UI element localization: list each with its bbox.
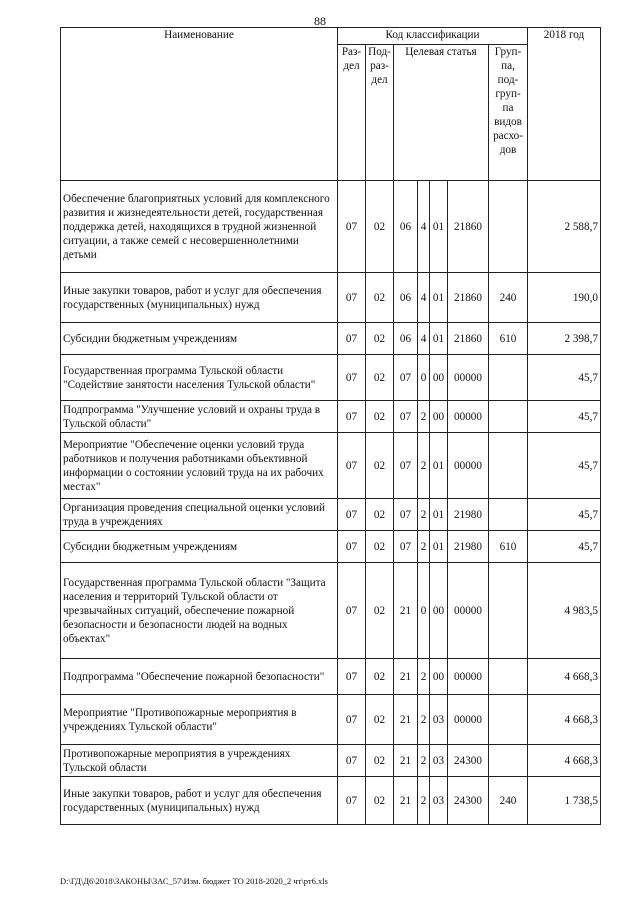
cell-razdel: 07 [338, 563, 366, 659]
cell-target-direction: 00000 [448, 401, 489, 433]
cell-podrazdel: 02 [366, 181, 394, 273]
row-name: Подпрограмма "Улучшение условий и охраны труда в Тульской области" [61, 401, 338, 433]
cell-target-direction: 00000 [448, 355, 489, 401]
cell-amount-2018: 45,7 [528, 433, 601, 499]
header-podrazdel: Под- раз- дел [366, 45, 394, 181]
table-row [61, 659, 601, 695]
table-row [61, 745, 601, 777]
cell-amount-2018: 45,7 [528, 401, 601, 433]
cell-target-subprogram: 0 [418, 563, 430, 659]
cell-expense-group: 240 [489, 273, 528, 323]
cell-target-subprogram: 2 [418, 777, 430, 825]
cell-target-direction: 21980 [448, 531, 489, 563]
cell-target-event: 01 [430, 433, 448, 499]
cell-razdel: 07 [338, 499, 366, 531]
cell-target-subprogram: 2 [418, 695, 430, 745]
cell-target-event: 01 [430, 531, 448, 563]
cell-podrazdel: 02 [366, 433, 394, 499]
cell-razdel: 07 [338, 401, 366, 433]
cell-target-event: 00 [430, 659, 448, 695]
cell-target-subprogram: 4 [418, 181, 430, 273]
cell-podrazdel: 02 [366, 499, 394, 531]
cell-target-direction: 21860 [448, 323, 489, 355]
cell-target-event: 01 [430, 499, 448, 531]
cell-podrazdel: 02 [366, 323, 394, 355]
cell-target-subprogram: 2 [418, 433, 430, 499]
cell-target-subprogram: 2 [418, 401, 430, 433]
row-name: Субсидии бюджетным учреждениям [61, 323, 338, 355]
cell-target-direction: 00000 [448, 433, 489, 499]
cell-target-direction: 24300 [448, 777, 489, 825]
cell-target-program: 07 [394, 531, 418, 563]
cell-expense-group [489, 695, 528, 745]
row-name: Иные закупки товаров, работ и услуг для обеспечения государственных (муниципальных) нужд [61, 273, 338, 323]
cell-expense-group [489, 499, 528, 531]
cell-razdel: 07 [338, 181, 366, 273]
cell-expense-group [489, 659, 528, 695]
cell-expense-group: 610 [489, 531, 528, 563]
cell-target-subprogram: 2 [418, 745, 430, 777]
cell-target-program: 21 [394, 563, 418, 659]
cell-target-direction: 00000 [448, 659, 489, 695]
cell-target-direction: 21860 [448, 273, 489, 323]
header-year: 2018 год [528, 28, 601, 181]
cell-target-subprogram: 2 [418, 531, 430, 563]
table-row [61, 499, 601, 531]
cell-target-direction: 24300 [448, 745, 489, 777]
cell-target-direction: 21860 [448, 181, 489, 273]
cell-expense-group: 240 [489, 777, 528, 825]
cell-target-event: 01 [430, 323, 448, 355]
row-name: Субсидии бюджетным учреждениям [61, 531, 338, 563]
cell-amount-2018: 4 668,3 [528, 659, 601, 695]
page-number: 88 [314, 14, 326, 28]
cell-target-program: 21 [394, 745, 418, 777]
cell-podrazdel: 02 [366, 273, 394, 323]
row-name: Иные закупки товаров, работ и услуг для обеспечения государственных (муниципальных) нужд [61, 777, 338, 825]
cell-target-event: 00 [430, 355, 448, 401]
cell-amount-2018: 1 738,5 [528, 777, 601, 825]
cell-expense-group [489, 563, 528, 659]
header-code: Код классификации [338, 28, 528, 45]
cell-target-event: 00 [430, 401, 448, 433]
row-name: Обеспечение благоприятных условий для комплексного развития и жизнедеятельности детей, государственная поддержка детей, находящихся в трудной жизненной ситуации, а также семей с несовершеннолетними детьми [61, 181, 338, 273]
cell-podrazdel: 02 [366, 563, 394, 659]
header-razdel: Раз- дел [338, 45, 366, 181]
cell-target-program: 07 [394, 401, 418, 433]
cell-target-event: 01 [430, 181, 448, 273]
row-name: Противопожарные мероприятия в учреждениях Тульской области [61, 745, 338, 777]
cell-amount-2018: 190,0 [528, 273, 601, 323]
table-body [61, 181, 601, 825]
cell-target-event: 00 [430, 563, 448, 659]
cell-razdel: 07 [338, 659, 366, 695]
cell-amount-2018: 4 983,5 [528, 563, 601, 659]
cell-target-subprogram: 2 [418, 659, 430, 695]
cell-expense-group [489, 433, 528, 499]
cell-razdel: 07 [338, 745, 366, 777]
cell-razdel: 07 [338, 273, 366, 323]
cell-amount-2018: 2 398,7 [528, 323, 601, 355]
table-row [61, 433, 601, 499]
cell-podrazdel: 02 [366, 777, 394, 825]
row-name: Организация проведения специальной оценки условий труда в учреждениях [61, 499, 338, 531]
cell-expense-group [489, 355, 528, 401]
cell-razdel: 07 [338, 531, 366, 563]
cell-expense-group: 610 [489, 323, 528, 355]
file-path-footer: D:\ГД\Д6\2018\ЗАКОНЫ\ЗАС_57\Изм. бюджет ТО 2018-2020_2 чт\рт6.xls [60, 876, 328, 886]
header-name: Наименование [61, 28, 338, 181]
cell-expense-group [489, 401, 528, 433]
cell-target-program: 21 [394, 659, 418, 695]
row-name: Мероприятие "Обеспечение оценки условий труда работников и получения работниками объективной информации о состоянии условий труда на их рабочих местах" [61, 433, 338, 499]
cell-target-event: 03 [430, 695, 448, 745]
table-row [61, 323, 601, 355]
table-row [61, 695, 601, 745]
cell-target-subprogram: 4 [418, 323, 430, 355]
cell-target-subprogram: 4 [418, 273, 430, 323]
cell-amount-2018: 2 588,7 [528, 181, 601, 273]
header-row-top [61, 28, 601, 45]
cell-target-program: 07 [394, 355, 418, 401]
table-row [61, 401, 601, 433]
table-row [61, 531, 601, 563]
table-row [61, 181, 601, 273]
cell-razdel: 07 [338, 777, 366, 825]
table-row [61, 273, 601, 323]
cell-amount-2018: 4 668,3 [528, 695, 601, 745]
table-row [61, 777, 601, 825]
cell-target-subprogram: 0 [418, 355, 430, 401]
cell-target-program: 07 [394, 433, 418, 499]
cell-razdel: 07 [338, 433, 366, 499]
cell-target-direction: 00000 [448, 563, 489, 659]
row-name: Государственная программа Тульской области "Защита населения и территорий Тульской области от чрезвычайных ситуаций, обеспечение пожарной безопасности и безопасности людей на водных объектах" [61, 563, 338, 659]
cell-podrazdel: 02 [366, 355, 394, 401]
budget-table [60, 27, 601, 825]
cell-amount-2018: 45,7 [528, 355, 601, 401]
cell-amount-2018: 45,7 [528, 531, 601, 563]
cell-podrazdel: 02 [366, 695, 394, 745]
cell-target-event: 01 [430, 273, 448, 323]
cell-razdel: 07 [338, 323, 366, 355]
cell-target-direction: 00000 [448, 695, 489, 745]
cell-amount-2018: 4 668,3 [528, 745, 601, 777]
header-group: Груп- па, под- груп- па видов расхо- дов [489, 45, 528, 181]
cell-podrazdel: 02 [366, 401, 394, 433]
row-name: Государственная программа Тульской области "Содействие занятости населения Тульской области" [61, 355, 338, 401]
cell-razdel: 07 [338, 695, 366, 745]
cell-podrazdel: 02 [366, 531, 394, 563]
cell-target-program: 06 [394, 323, 418, 355]
cell-target-direction: 21980 [448, 499, 489, 531]
cell-target-program: 06 [394, 181, 418, 273]
row-name: Мероприятие "Противопожарные мероприятия в учреждениях Тульской области" [61, 695, 338, 745]
cell-target-event: 03 [430, 777, 448, 825]
cell-podrazdel: 02 [366, 659, 394, 695]
cell-expense-group [489, 745, 528, 777]
cell-target-subprogram: 2 [418, 499, 430, 531]
cell-target-program: 21 [394, 695, 418, 745]
cell-target-program: 06 [394, 273, 418, 323]
cell-expense-group [489, 181, 528, 273]
cell-target-program: 07 [394, 499, 418, 531]
cell-podrazdel: 02 [366, 745, 394, 777]
table-row [61, 563, 601, 659]
cell-target-program: 21 [394, 777, 418, 825]
cell-target-event: 03 [430, 745, 448, 777]
row-name: Подпрограмма "Обеспечение пожарной безопасности" [61, 659, 338, 695]
table-row [61, 355, 601, 401]
cell-amount-2018: 45,7 [528, 499, 601, 531]
cell-razdel: 07 [338, 355, 366, 401]
header-target: Целевая статья [394, 45, 489, 181]
